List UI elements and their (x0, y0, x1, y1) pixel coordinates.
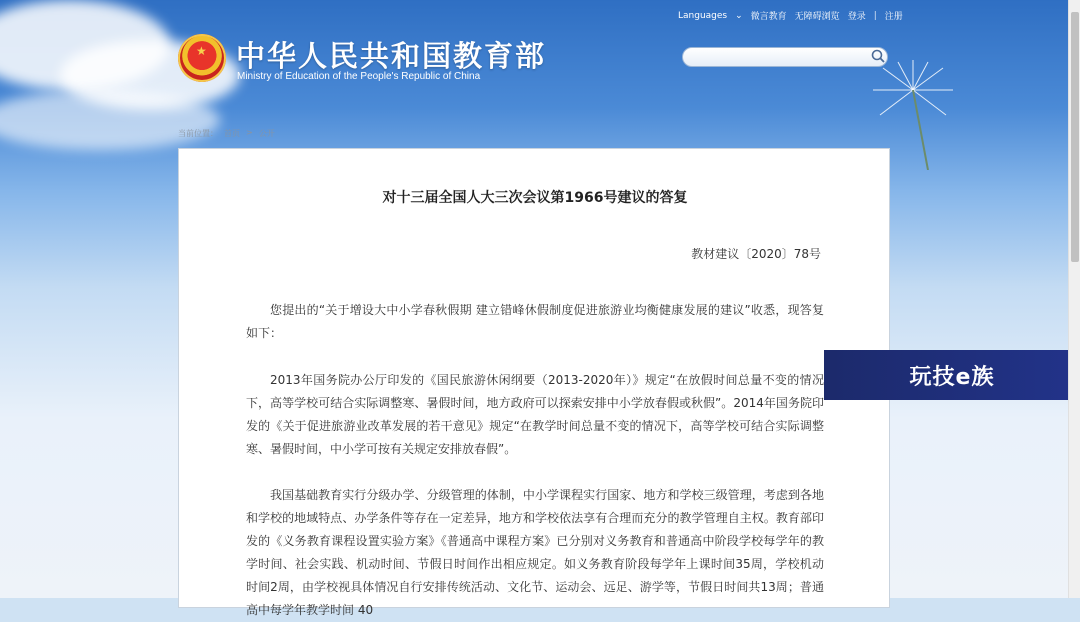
breadcrumb-home-link[interactable]: 首页 (224, 129, 240, 138)
document-number: 教材建议〔2020〕78号 (691, 247, 821, 261)
languages-link[interactable]: Languages (678, 10, 728, 21)
register-link[interactable]: 注册 (884, 12, 903, 22)
star-icon: ★ (196, 44, 207, 58)
article-paragraph: 2013年国务院办公厅印发的《国民旅游休闲纲要（2013-2020年）》规定“在放假时间总量不变的情况下，高等学校可结合实际调整寒、暑假时间，地方政府可以探索安排中小学放春假或秋假”。2014年国务院印发的《关于促进旅游业改革发展的若干意见》规定“在教学时间总量不变的情况下，高等学校可结合实际调整寒、暑假时间，中小学可按有关规定安排放春假”。 (246, 373, 824, 456)
search-input[interactable] (682, 47, 888, 67)
article-paragraph: 我国基础教育实行分级办学、分级管理的体制，中小学课程实行国家、地方和学校三级管理，考虑到各地和学校的地域特点、办学条件等存在一定差异，地方和学校依法享有合理而充分的教学管理自主权。教育部印发的《义务教育课程设置实验方案》《普通高中课程方案》已分别对义务教育和普通高中阶段学校每学年的教学时间、社会实践、机动时间、节假日时间作出相应规定。如义务教育阶段每学年上课时间35周，学校机动时间2周，由学校视具体情况自行安排传统活动、文化节、运动会、远足、游学等，节假日时间共13周；普通高中每学年教学时间 40 (246, 488, 824, 617)
watermark-text: 玩技e族 (909, 364, 995, 390)
breadcrumb-prefix: 当前位置： (178, 129, 218, 138)
site-title[interactable]: 中华人民共和国教育部 (236, 39, 547, 73)
breadcrumb-separator: > (246, 128, 253, 137)
article-paragraph: 您提出的“关于增设大中小学春秋假期 建立错峰休假制度促进旅游业均衡健康发展的建议”收悉，现答复如下： (246, 303, 824, 340)
breadcrumb-current[interactable]: 公开 (258, 129, 275, 138)
page-scrollbar[interactable] (1068, 0, 1080, 598)
chevron-down-icon: ⌄ (735, 10, 743, 21)
weiyan-link[interactable]: 微言教育 (750, 12, 787, 22)
national-emblem-icon (178, 34, 226, 82)
article-title: 对十三届全国人大三次会议第1966号建议的答复 (382, 190, 688, 206)
article-panel (178, 148, 890, 617)
breadcrumb (178, 128, 275, 139)
site-subtitle: Ministry of Education of the People's Republic of China (237, 71, 481, 82)
login-link[interactable]: 登录 (847, 12, 866, 22)
watermark-banner (824, 350, 1080, 400)
scrollbar-thumb[interactable] (1071, 12, 1079, 262)
accessibility-link[interactable]: 无障碍浏览 (794, 12, 840, 22)
header-links (678, 9, 903, 22)
divider: | (873, 10, 877, 21)
